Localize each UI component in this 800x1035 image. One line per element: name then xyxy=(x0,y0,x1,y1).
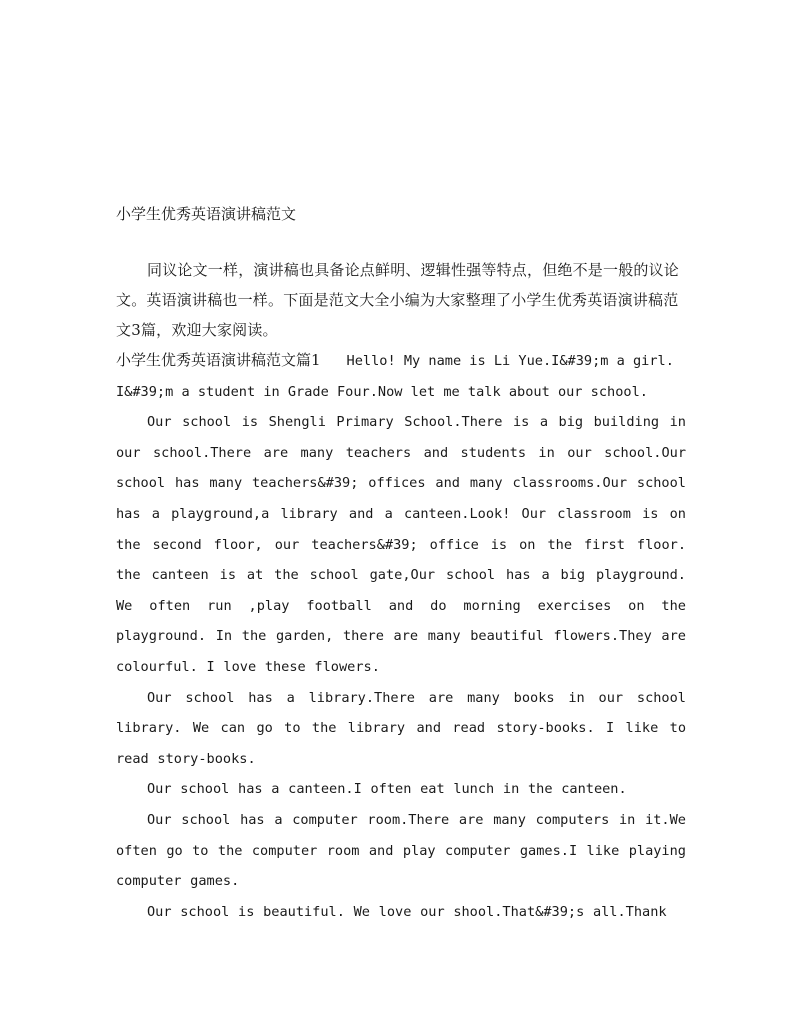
section-first-line xyxy=(116,345,686,407)
body-paragraph: Our school is Shengli Primary School.There is a big building in our school.There are many teachers and students in our school.Our school has many teachers&#39; offices and many classrooms.Our school has a playground,a library and a canteen.Look! Our classroom is on the second floor, our teachers&#39; office is on the first floor. the canteen is at the school gate,Our school has a big playground. We often run ,play football and do morning exercises on the playground. In the garden, there are many beautiful flowers.They are colourful. I love these flowers. xyxy=(116,414,686,675)
body-paragraph: Our school has a canteen.I often eat lunch in the canteen. xyxy=(147,781,627,798)
section-first-text: Hello! My name is Li Yue.I&#39;m a girl. I&#39;m a student in Grade Four.Now let me talk about our school. xyxy=(116,353,674,400)
body-paragraph: Our school is beautiful. We love our shool.That&#39;s all.Thank xyxy=(147,903,667,920)
body-paragraph: Our school has a library.There are many books in our school library. We can go to the library and read story-books. I like to read story-books. xyxy=(116,689,686,767)
section-heading: 小学生优秀英语演讲稿范文篇1 xyxy=(116,351,321,369)
intro-paragraph: 同议论文一样，演讲稿也具备论点鲜明、逻辑性强等特点，但绝不是一般的议论文。英语演讲稿也一样。下面是范文大全小编为大家整理了小学生优秀英语演讲稿范文3篇，欢迎大家阅读。 xyxy=(116,261,680,339)
body-paragraph: Our school has a computer room.There are many computers in it.We often go to the computer room and play computer games.I like playing computer games. xyxy=(116,811,686,890)
document-title: 小学生优秀英语演讲稿范文 xyxy=(116,205,297,223)
document-body xyxy=(116,199,686,927)
